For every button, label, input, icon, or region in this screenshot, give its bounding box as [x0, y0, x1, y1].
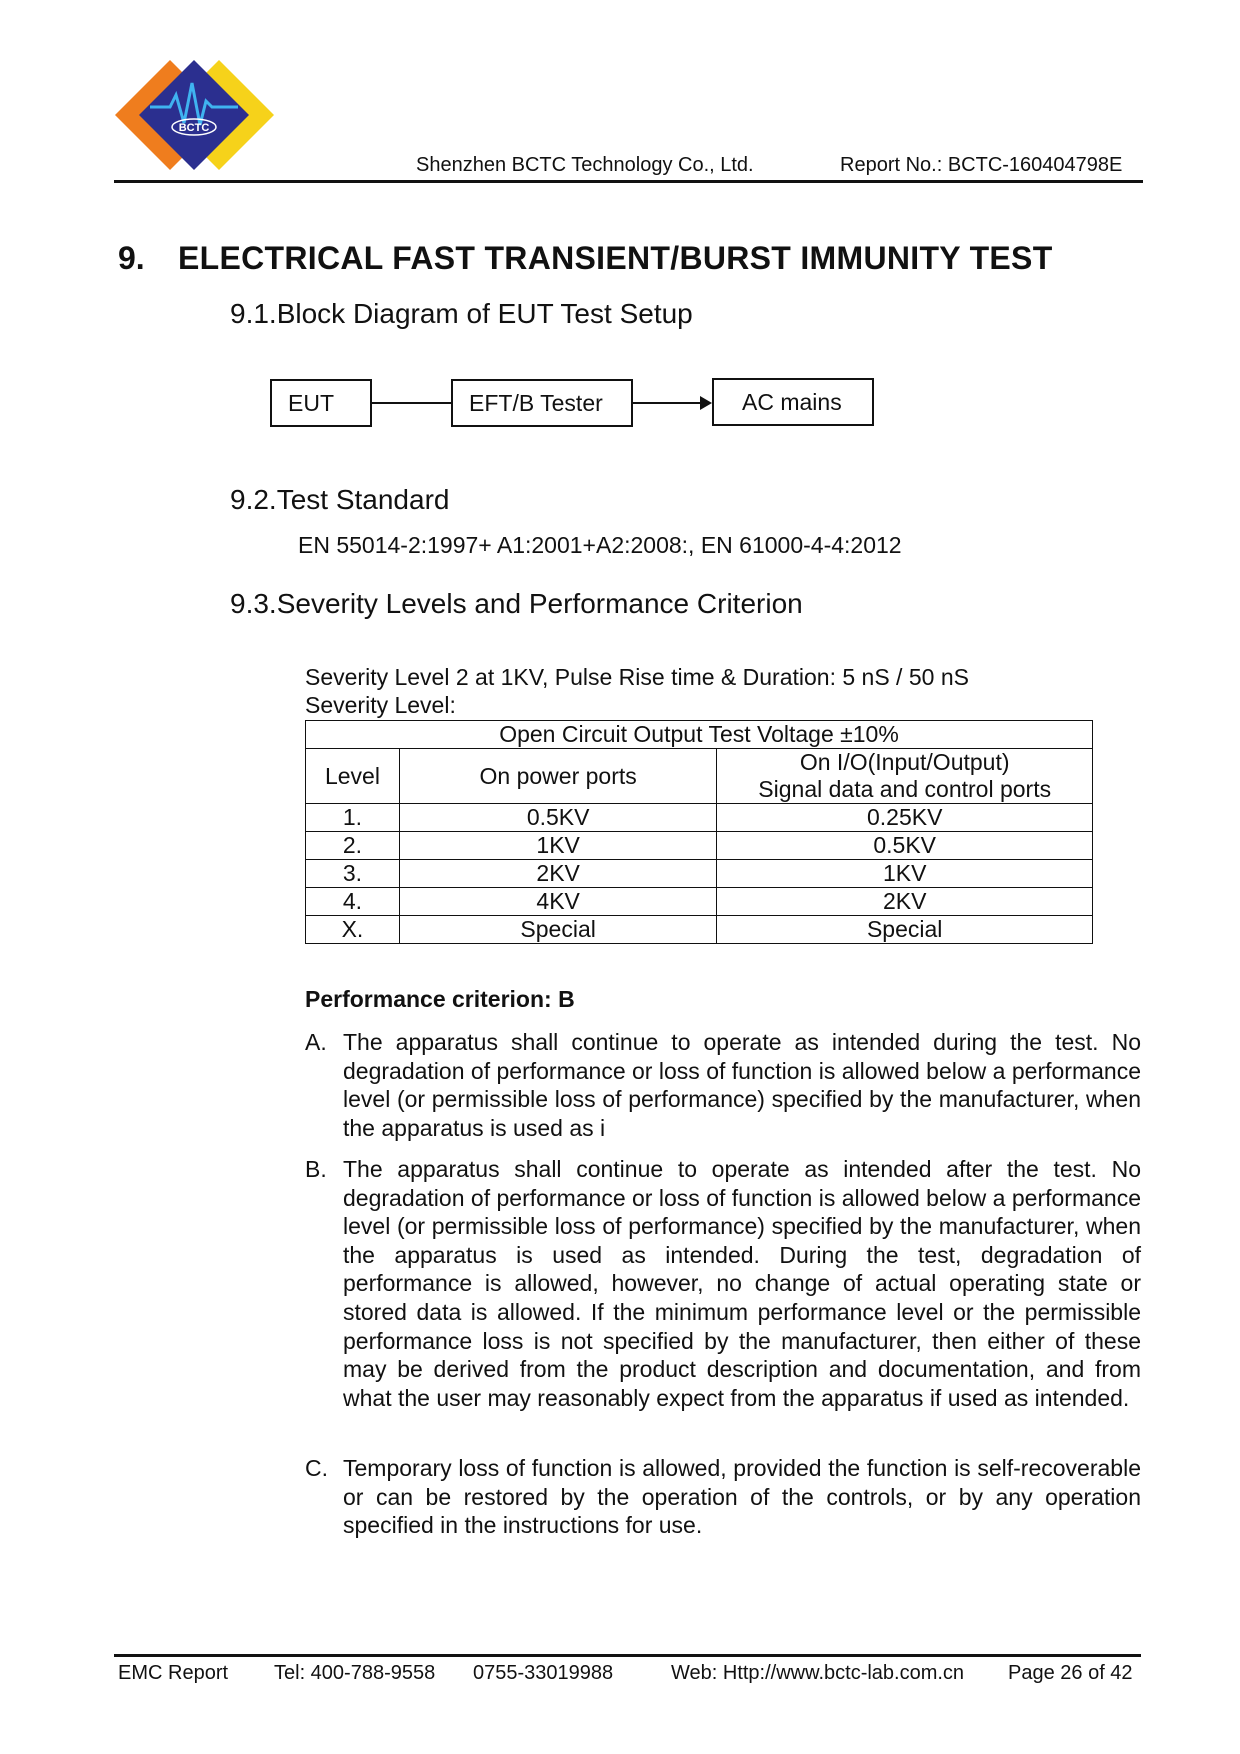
severity-table	[305, 720, 1093, 944]
diagram-eut-box	[270, 379, 372, 427]
diagram-mains-label: AC mains	[742, 388, 842, 415]
subsection-block-diagram-title: 9.1.Block Diagram of EUT Test Setup	[230, 298, 693, 329]
svg-text:BCTC: BCTC	[178, 122, 210, 134]
table-header-power: On power ports	[399, 749, 716, 804]
footer-tel: Tel: 400-788-9558	[274, 1662, 436, 1684]
diagram-arrow-line	[633, 402, 701, 404]
header-report-number: Report No.: BCTC-160404798E	[840, 154, 1123, 176]
table-cell-power: 2KV	[399, 860, 716, 888]
criterion-item-c	[305, 1454, 1141, 1540]
table-cell-io: 1KV	[717, 860, 1093, 888]
diagram-tester-label: EFT/B Tester	[469, 389, 603, 416]
table-cell-power: Special	[399, 916, 716, 944]
diagram-mains-box	[712, 378, 874, 426]
footer-phone: 0755-33019988	[473, 1662, 614, 1684]
header-rule	[114, 180, 1143, 183]
criterion-item-text: Temporary loss of function is allowed, provided the function is self-recoverable or can be restored by the operation of the controls, or by any operation specified in the instructions for use.	[343, 1455, 1141, 1539]
subsection-severity-title: 9.3.Severity Levels and Performance Criterion	[230, 588, 803, 619]
footer-rule	[114, 1654, 1141, 1657]
table-cell-io: 0.25KV	[717, 804, 1093, 832]
table-cell-level: 3.	[306, 860, 400, 888]
table-caption: Open Circuit Output Test Voltage ±10%	[306, 721, 1093, 749]
criterion-item-label: A.	[305, 1029, 327, 1055]
arrow-head-icon	[700, 396, 712, 410]
table-cell-level: X.	[306, 916, 400, 944]
table-row	[306, 832, 1093, 860]
criterion-item-label: B.	[305, 1156, 327, 1182]
table-header-io	[717, 749, 1093, 804]
table-row	[306, 860, 1093, 888]
criterion-item-text: The apparatus shall continue to operate as intended after the test. No degradation of performance or loss of function is allowed below a performance level (or permissible loss of performance) specified by the manufacturer, when the apparatus is used as intended. During the test, degradation of performance is allowed, however, no change of actual operating state or stored data is allowed. If the minimum performance level or the permissible performance loss is not specified by the manufacturer, then either of these may be derived from the product description and documentation, and from what the user may reasonably expect from the apparatus if used as intended.	[343, 1156, 1141, 1411]
table-cell-io: Special	[717, 916, 1093, 944]
diagram-eut-label: EUT	[288, 389, 334, 416]
criterion-item-b	[305, 1155, 1141, 1412]
table-row	[306, 916, 1093, 944]
table-row	[306, 804, 1093, 832]
severity-level-summary: Severity Level 2 at 1KV, Pulse Rise time & Duration: 5 nS / 50 nS	[305, 664, 969, 690]
criterion-item-a	[305, 1028, 1141, 1142]
section-title: ELECTRICAL FAST TRANSIENT/BURST IMMUNITY TEST	[178, 240, 1053, 276]
diagram-connector-line	[372, 402, 451, 404]
test-standard-text: EN 55014-2:1997+ A1:2001+A2:2008:, EN 61000-4-4:2012	[298, 532, 902, 558]
table-cell-power: 1KV	[399, 832, 716, 860]
table-cell-io: 2KV	[717, 888, 1093, 916]
company-logo	[112, 55, 282, 175]
table-header-io-line1: On I/O(Input/Output)	[799, 749, 1010, 775]
section-number: 9.	[118, 240, 145, 276]
table-row	[306, 888, 1093, 916]
table-cell-power: 4KV	[399, 888, 716, 916]
footer-web: Web: Http://www.bctc-lab.com.cn	[671, 1662, 965, 1684]
performance-criterion-title: Performance criterion: B	[305, 986, 575, 1012]
table-header-io-line2: Signal data and control ports	[758, 776, 1052, 802]
diagram-tester-box	[451, 379, 633, 427]
table-cell-power: 0.5KV	[399, 804, 716, 832]
criterion-item-label: C.	[305, 1455, 328, 1481]
severity-level-label: Severity Level:	[305, 692, 456, 718]
header-company: Shenzhen BCTC Technology Co., Ltd.	[416, 154, 754, 176]
table-cell-level: 1.	[306, 804, 400, 832]
table-cell-level: 2.	[306, 832, 400, 860]
subsection-test-standard-title: 9.2.Test Standard	[230, 484, 450, 515]
footer-page-number: Page 26 of 42	[1008, 1662, 1133, 1684]
table-header-level: Level	[306, 749, 400, 804]
table-cell-io: 0.5KV	[717, 832, 1093, 860]
table-cell-level: 4.	[306, 888, 400, 916]
footer-report-label: EMC Report	[118, 1662, 229, 1684]
criterion-item-text: The apparatus shall continue to operate as intended during the test. No degradation of performance or loss of function is allowed below a performance level (or permissible loss of performance) specified by the manufacturer, when the apparatus is used as i	[343, 1029, 1141, 1141]
